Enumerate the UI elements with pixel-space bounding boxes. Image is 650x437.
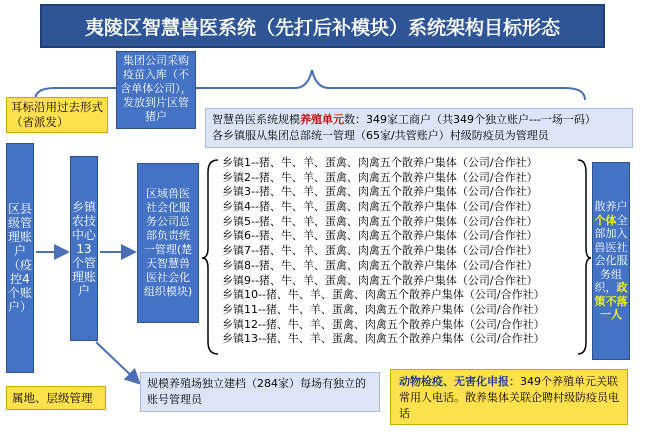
individual-farmer-box <box>592 162 630 360</box>
list-item: 乡镇4--猪、牛、羊、蛋禽、肉禽五个散养户集体（公司/合作社） <box>222 200 538 214</box>
registration-box: 规模养殖场独立建档（284家）每场有独立的账号管理员 <box>140 372 380 412</box>
list-item: 乡镇7--猪、牛、羊、蛋禽、肉禽五个散养户集体（公司/合作社） <box>222 244 538 258</box>
quarantine-highlight: 动物检疫、无害化申报： <box>399 375 520 388</box>
right-part5: 不落一人 <box>600 294 628 322</box>
list-item: 乡镇13--猪、牛、羊、蛋禽、肉禽五个散养户集体（公司/合作社） <box>222 332 545 346</box>
list-item: 乡镇2--猪、牛、羊、蛋禽、肉禽五个散养户集体（公司/合作社） <box>222 170 538 184</box>
list-item: 乡镇5--猪、牛、羊、蛋禽、肉禽五个散养户集体（公司/合作社） <box>222 214 538 228</box>
list-item: 乡镇6--猪、牛、羊、蛋禽、肉禽五个散养户集体（公司/合作社） <box>222 229 538 243</box>
territory-management-box: 属地、层级管理 <box>6 386 106 410</box>
scale-line1-highlight: 养殖单元 <box>300 113 344 126</box>
list-item: 乡镇10--猪、牛、羊、蛋禽、肉禽五个散养户集体（公司/合作社） <box>222 288 545 302</box>
diagram-title: 夷陵区智慧兽医系统（先打后补模块）系统架构目标形态 <box>40 4 605 48</box>
list-item: 乡镇3--猪、牛、羊、蛋禽、肉禽五个散养户集体（公司/合作社） <box>222 185 538 199</box>
right-part2: 个体 <box>594 213 617 227</box>
scale-line1-suffix: 数：349家工商户（共349个独立账户---一场一码） <box>344 113 596 126</box>
town-list <box>222 156 592 347</box>
arrow-town-registration <box>96 342 138 382</box>
scale-line1-prefix: 智慧兽医系统规模 <box>212 113 300 126</box>
list-item: 乡镇1--猪、牛、羊、蛋禽、肉禽五个散养户集体（公司/合作社） <box>222 156 538 169</box>
scale-line2: 各乡镇服从集团总部统一管理（65家/共管账户）村级防疫员为管理员 <box>212 129 549 142</box>
list-item: 乡镇9--猪、牛、羊、蛋禽、肉禽五个散养户集体（公司/合作社） <box>222 273 538 287</box>
list-item: 乡镇11--猪、牛、羊、蛋禽、肉禽五个散养户集体（公司/合作社） <box>222 302 545 316</box>
vaccine-purchase-box: 集团公司采购疫苗入库（不含单体公司），发放到片区管猪户 <box>116 51 196 129</box>
town-list-brace <box>202 160 218 354</box>
town-center-box: 乡镇农技中心13个管理账户 <box>70 156 98 341</box>
ear-tag-box: 耳标沿用过去形式（省派发） <box>6 97 108 133</box>
right-part3: 全部加入兽医社会化服务组织， <box>594 213 628 295</box>
right-part4: 政策 <box>594 281 628 308</box>
list-item: 乡镇8--猪、牛、羊、蛋禽、肉禽五个散养户集体（公司/合作社） <box>222 258 538 272</box>
county-account-box: 区县级管理账户（疫控4个账户） <box>6 143 34 373</box>
quarantine-box <box>390 369 628 425</box>
right-part1: 散养户 <box>594 200 628 214</box>
list-item: 乡镇12--猪、牛、羊、蛋禽、肉禽五个散养户集体（公司/合作社） <box>222 317 545 331</box>
system-scale-box <box>205 108 633 148</box>
regional-service-box: 区域兽医社会化服务公司总部负责统一管理(楚天智慧兽医社会化组织模块) <box>137 163 199 323</box>
quarantine-text: 349个养殖单元关联常用人电话。散养集体关联企聘村级防疫员电话 <box>399 375 619 420</box>
